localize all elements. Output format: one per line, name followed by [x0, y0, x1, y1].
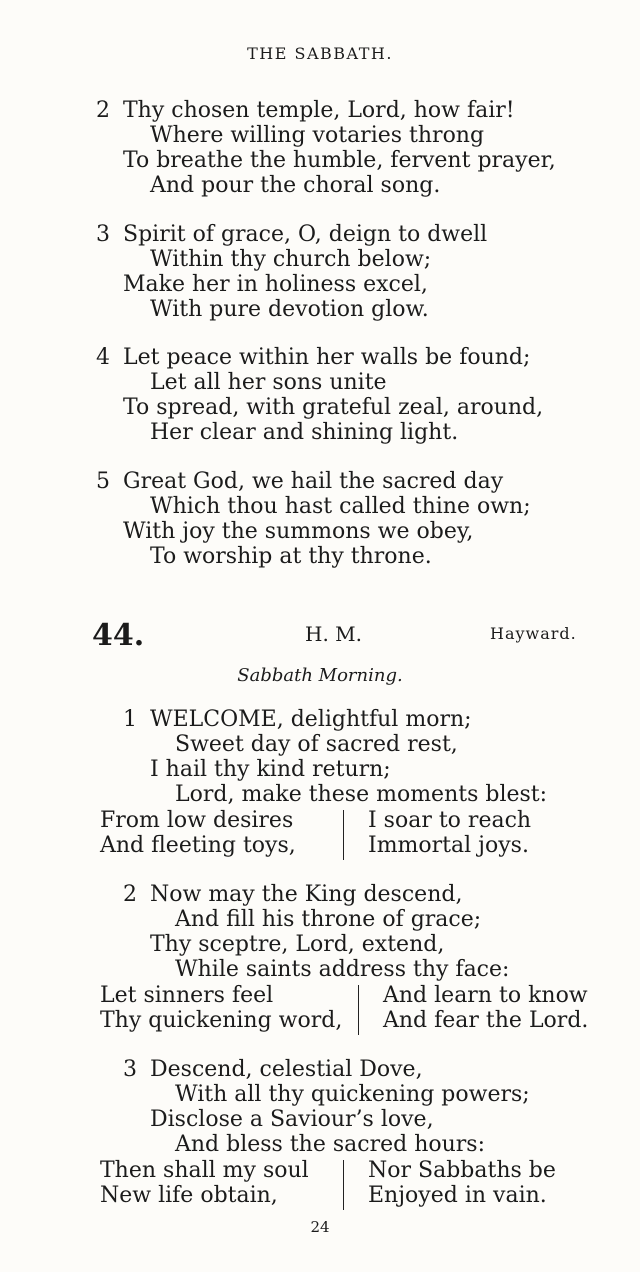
verse-line: I hail thy kind return; — [150, 757, 391, 782]
hymn-subtitle: Sabbath Morning. — [237, 665, 403, 686]
stanza-number: 5 — [96, 469, 110, 494]
verse-line: Descend, celestial Dove, — [150, 1057, 423, 1082]
running-header: THE SABBATH. — [247, 44, 393, 63]
verse-line: WELCOME, delightful morn; — [150, 707, 472, 732]
split-line-left: From low desires — [100, 808, 294, 833]
stanza-number: 2 — [123, 882, 137, 907]
split-line-right: Nor Sabbaths be — [368, 1158, 556, 1183]
verse-line: Disclose a Saviour’s love, — [150, 1107, 434, 1132]
verse-line: Great God, we hail the sacred day — [123, 469, 504, 494]
verse-line: And fill his throne of grace; — [175, 907, 482, 932]
verse-line: To spread, with grateful zeal, around, — [123, 395, 544, 420]
verse-line: Where willing votaries throng — [150, 123, 485, 148]
stanza-number: 2 — [96, 98, 110, 123]
verse-line: Let all her sons unite — [150, 370, 387, 395]
page-number: 24 — [310, 1218, 330, 1236]
split-line-left: Let sinners feel — [100, 983, 274, 1008]
divider-bar — [343, 1160, 344, 1210]
verse-line: Which thou hast called thine own; — [150, 494, 531, 519]
stanza-number: 1 — [123, 707, 137, 732]
verse-line: Make her in holiness excel, — [123, 272, 428, 297]
verse-line: While saints address thy face: — [175, 957, 510, 982]
verse-line: Spirit of grace, O, deign to dwell — [123, 222, 488, 247]
verse-line: Thy chosen temple, Lord, how fair! — [123, 98, 515, 123]
verse-line: With joy the summons we obey, — [123, 519, 474, 544]
split-line-left: Then shall my soul — [100, 1158, 309, 1183]
verse-line: Lord, make these moments blest: — [175, 782, 548, 807]
split-line-left: New life obtain, — [100, 1183, 278, 1208]
stanza-number: 4 — [96, 345, 110, 370]
verse-line: And bless the sacred hours: — [175, 1132, 486, 1157]
divider-bar — [358, 985, 359, 1035]
hymn-meter: H. M. — [305, 622, 362, 646]
verse-line: And pour the choral song. — [150, 173, 441, 198]
stanza-number: 3 — [96, 222, 110, 247]
split-line-left: And fleeting toys, — [100, 833, 296, 858]
verse-line: With pure devotion glow. — [150, 297, 429, 322]
verse-line: Sweet day of sacred rest, — [175, 732, 458, 757]
verse-line: Now may the King descend, — [150, 882, 463, 907]
split-line-right: Enjoyed in vain. — [368, 1183, 547, 1208]
split-line-left: Thy quickening word, — [100, 1008, 343, 1033]
verse-line: To breathe the humble, fervent prayer, — [123, 148, 556, 173]
verse-line: Within thy church below; — [150, 247, 432, 272]
divider-bar — [343, 810, 344, 860]
verse-line: Let peace within her walls be found; — [123, 345, 531, 370]
verse-line: Thy sceptre, Lord, extend, — [150, 932, 445, 957]
hymn-number: 44. — [92, 618, 145, 653]
split-line-right: And fear the Lord. — [383, 1008, 589, 1033]
split-line-right: And learn to know — [383, 983, 588, 1008]
split-line-right: I soar to reach — [368, 808, 532, 833]
verse-line: With all thy quickening powers; — [175, 1082, 530, 1107]
tune-name: Hayward. — [490, 624, 577, 643]
verse-line: Her clear and shining light. — [150, 420, 459, 445]
verse-line: To worship at thy throne. — [150, 544, 432, 569]
split-line-right: Immortal joys. — [368, 833, 529, 858]
stanza-number: 3 — [123, 1057, 137, 1082]
